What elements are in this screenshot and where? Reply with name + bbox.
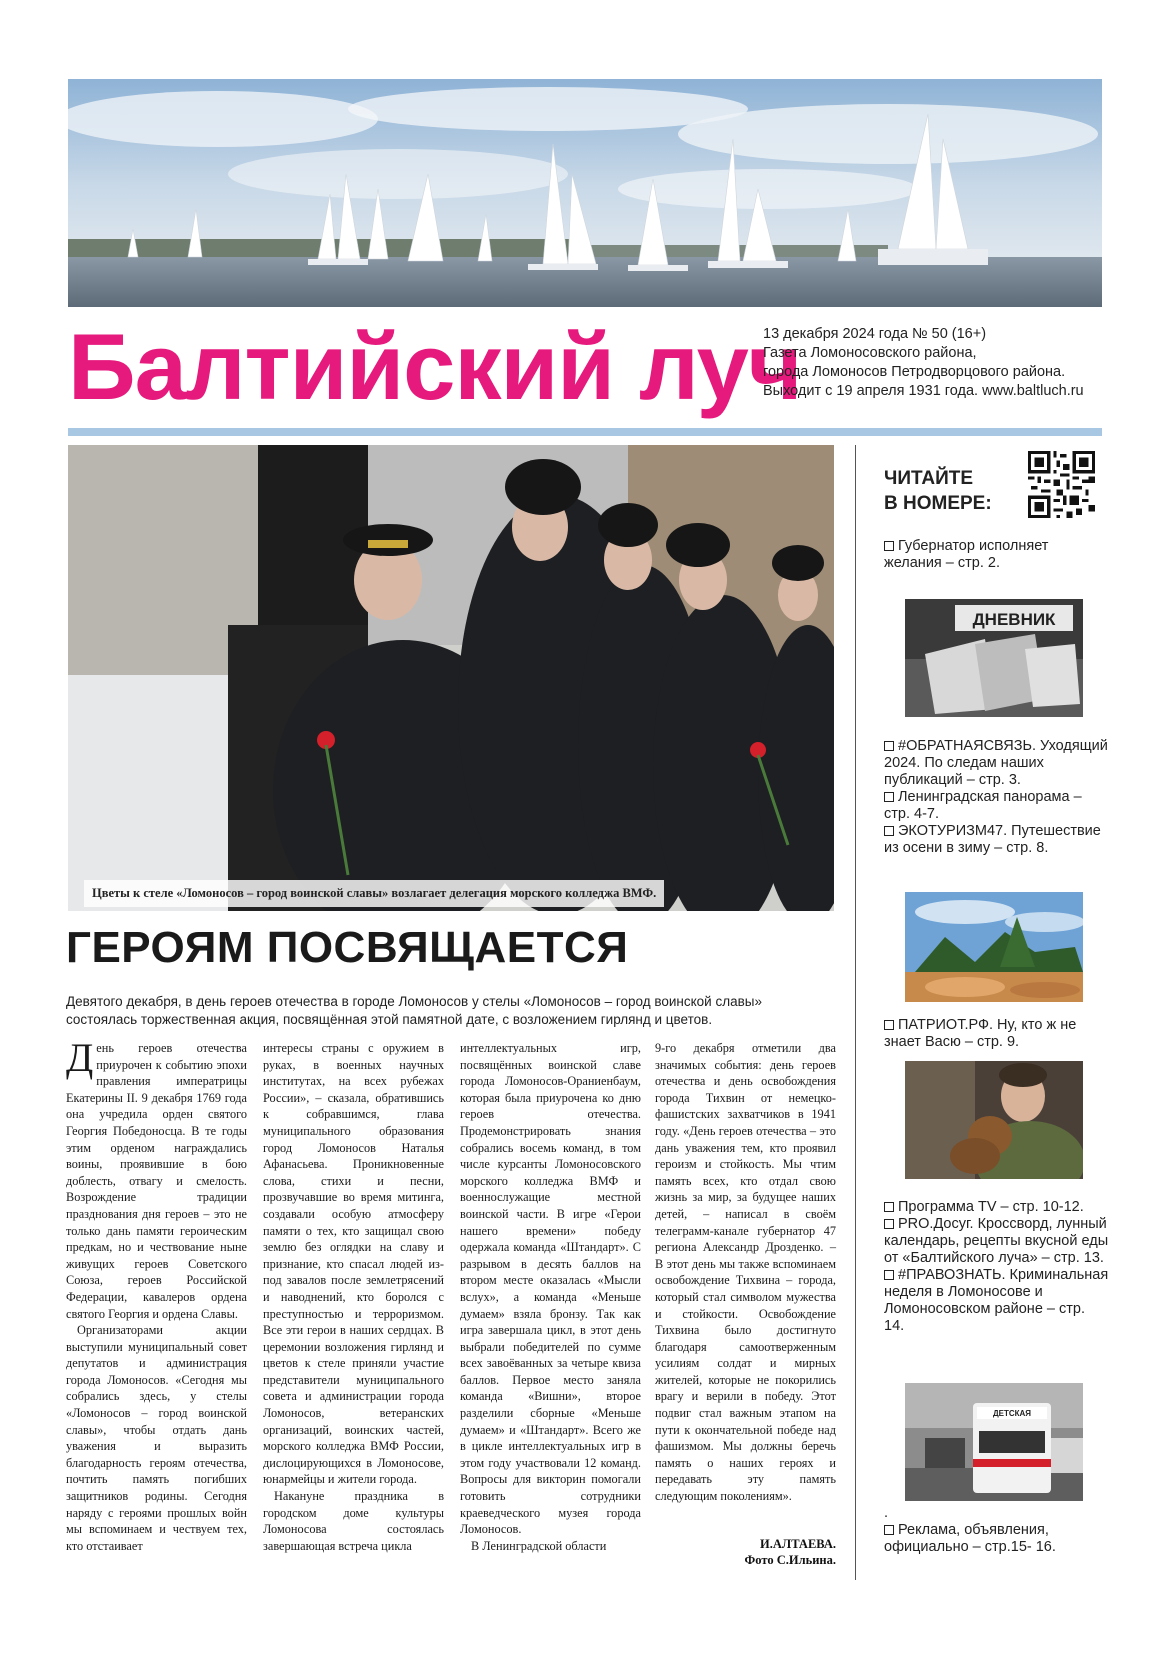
sidebar-item-9[interactable]: Реклама, объявления, официально – стр.15- 16. xyxy=(884,1522,1056,1555)
checkbox-icon xyxy=(884,792,894,802)
ecotourism-thumbnail xyxy=(905,892,1083,1002)
sidebar-divider xyxy=(855,445,856,1580)
since-line: Выходит с 19 апреля 1931 года. www.baltluch.ru xyxy=(763,383,1084,399)
publisher-line-2: города Ломоносов Петродворцового района. xyxy=(763,364,1066,380)
issue-line: 13 декабря 2024 года № 50 (16+) xyxy=(763,326,987,342)
checkbox-icon xyxy=(884,541,894,551)
sidebar-item-1[interactable]: Губернатор исполняет желания – стр. 2. xyxy=(884,538,1049,571)
drop-cap: Д xyxy=(66,1035,94,1080)
main-article-photo xyxy=(68,445,834,911)
sidebar-item-8[interactable]: #ПРАВОЗНАТЬ. Криминальная неделя в Ломоносове и Ломоносовском районе – стр. 14. xyxy=(884,1267,1109,1334)
article-headline: ГЕРОЯМ ПОСВЯЩАЕТСЯ xyxy=(66,923,629,972)
checkbox-icon xyxy=(884,826,894,836)
diary-sign-text: ДНЕВНИК xyxy=(972,610,1056,629)
article-paragraph: День героев отечества приурочен к событию эпохи правления императрицы Екатерины II. 9 декабря 1769 года она учредила орден святого Георгия Победоносца. В те годы этим орденом награждались воины, проявившие в бою доблесть, отвагу и смелость. Возрождение традиции празднования дня героев – это не только дань памяти героическим предкам, но и чествование ныне живущих героев Советского Союза, героев Российской Федерации, кавалеров ордена святого Георгия и ордена Славы. xyxy=(66,1035,247,1321)
sidebar-item-4[interactable]: ЭКОТУРИЗМ47. Путешествие из осени в зиму – стр. 8. xyxy=(884,823,1101,856)
qr-code-icon[interactable] xyxy=(1028,451,1095,518)
patriot-thumbnail xyxy=(905,1061,1083,1179)
article-column-4 xyxy=(655,1040,836,1505)
checkbox-icon xyxy=(884,1525,894,1535)
article-paragraph: 9-го декабря отметили два значимых события: день героев отечества и день освобождения города Тихвин от немецко-фашистских захватчиков в 1941 году. «День героев отечества – это дань уважения тем, кто проявил героизм и стойкость. Мы чтим память всех, кто отдал свою жизнь за мир, за будущее наших детей, – написал в своём телеграмм-канале губернатор 47 региона Александр Дрозденко. – В этот день мы также вспоминаем освобождение Тихвина – города, который стал символом мужества и стойкости. Освобождение Тихвина было достигнуто благодаря самоотверженным усилиям солдат и мирных жителей, которые не покорились врагу и верили в победу. Этот подвиг стал важным этапом на пути к окончательной победе над фашизмом. Мы должны беречь память о наших героях и передавать эту память следующим поколениям». xyxy=(655,1041,836,1504)
checkbox-icon xyxy=(884,1270,894,1280)
article-lead: Девятого декабря, в день героев отечества в городе Ломоносов у стелы «Ломоносов – город воинской славы» состоялась торжественная акция, посвящённая этой памятной дате, с возложением гирлянд и цветов. xyxy=(66,994,762,1027)
checkbox-icon xyxy=(884,1202,894,1212)
author: И.АЛТАЕВА. xyxy=(760,1537,836,1551)
ambulance-sign-text: ДЕТСКАЯ xyxy=(992,1409,1032,1418)
checkbox-icon xyxy=(884,1020,894,1030)
ambulance-thumbnail xyxy=(905,1383,1083,1501)
article-column-3 xyxy=(460,1040,641,1554)
article-paragraph: Организаторами акции выступили муниципальный совет депутатов и администрация города Ломоносов. «Сегодня мы собрались здесь, у стелы «Ломоносов – город воинской славы», чтобы отдать дань уважения и выразить благодарность героям отечества, почтить память погибших защитников родины. Сегодня наряду с героями прошлых войн мы вспоминаем и чествуем тех, кто отстаивает xyxy=(66,1323,247,1553)
sidebar-heading: ЧИТАЙТЕ В НОМЕРЕ: xyxy=(884,468,992,514)
sidebar-dot: . xyxy=(884,1505,889,1521)
sidebar-item-7[interactable]: PRO.Досуг. Кроссворд, лунный календарь, рецепты вкусной еды от «Балтийского луча» – стр. 13. xyxy=(884,1216,1109,1266)
article-paragraph: интересы страны с оружием в руках, в военных научных институтах, на всех рубежах России», – сказала, обратившись к собравшимся, глава муниципального образования город Ломоносов Наталья Афанасьева. Проникновенные слова, стихи и песни, прозвучавшие во время митинга, создавали особую атмосферу памяти о тех, кто защищал свою землю без оглядки на славу и признание, кто спасал людей из-под завалов после землетрясений и наводнений, кто боролся с преступностью и терроризмом. Все эти герои в наших сердцах. В церемонии возложения гирлянд и цветов к стеле приняли участие представители муниципального совета и администрации города Ломоносов, ветеранских организаций, воинских частей, морского колледжа ВМФ России, дислоцирующихся в Ломоносове, юнармейцы и жители города. xyxy=(263,1041,444,1487)
publisher-line-1: Газета Ломоносовского района, xyxy=(763,345,977,361)
sidebar-item-2[interactable]: #ОБРАТНАЯСВЯЗЬ. Уходящий 2024. По следам наших публикаций – стр. 3. xyxy=(884,738,1108,788)
photo-credit: Фото С.Ильина. xyxy=(744,1553,836,1567)
masthead-divider xyxy=(68,428,1102,436)
sidebar-item-6[interactable]: Программа TV – стр. 10-12. xyxy=(884,1199,1109,1216)
newspaper-title: Балтийский луч xyxy=(68,314,802,419)
article-column-2 xyxy=(263,1040,444,1554)
photo-caption: Цветы к стеле «Ломоносов – город воинской славы» возлагает делегация морского колледжа ВМФ. xyxy=(84,880,664,907)
article-column-1 xyxy=(66,1035,247,1554)
sidebar-item-3[interactable]: Ленинградская панорама – стр. 4-7. xyxy=(884,789,1082,822)
diary-thumbnail xyxy=(905,599,1083,717)
article-paragraph: В Ленинградской области xyxy=(471,1538,607,1553)
header-regatta-photo xyxy=(68,79,1102,307)
sidebar-items-2-4 xyxy=(884,738,1109,857)
article-paragraph: интеллектуальных игр, посвящённых воинской славе города Ломоносов-Ораниенбаум, которая была приурочена ко дню героев отечества. Продемонстрировать знания собрались восемь команд, в том числе курсанты Ломоносовского морского колледжа ВМФ и военнослужащие местной воинской части. В игре «Герои нашего времени» победу одержала команда «Штандарт». С разрывом в десять баллов на втором месте оказалась «Мысли вслух», а команда «Меньше думаем» взяла бронзу. Так как игра завершала цикл, в этот день выбрали победителей по сумме всех завоёванных за четыре квиза баллов. Первое место заняла команда «Вишни», второе разделили сборные «Меньше думаем» и «Штандарт». Всего же в цикле интеллектуальных игр в этом году участвовали 12 команд. Вопросы для викторин помогали готовить сотрудники краеведческого музея города Ломоносов. xyxy=(460,1041,641,1537)
article-paragraph: Накануне праздника в городском доме культуры Ломоносова состоялась завершающая встреча цикла xyxy=(263,1489,444,1553)
checkbox-icon xyxy=(884,741,894,751)
article-byline xyxy=(655,1536,836,1568)
sidebar-items-6-8 xyxy=(884,1199,1109,1335)
sidebar-item-5[interactable]: ПАТРИОТ.РФ. Ну, кто ж не знает Васю – стр. 9. xyxy=(884,1017,1077,1050)
masthead-info xyxy=(763,325,1103,401)
checkbox-icon xyxy=(884,1219,894,1229)
